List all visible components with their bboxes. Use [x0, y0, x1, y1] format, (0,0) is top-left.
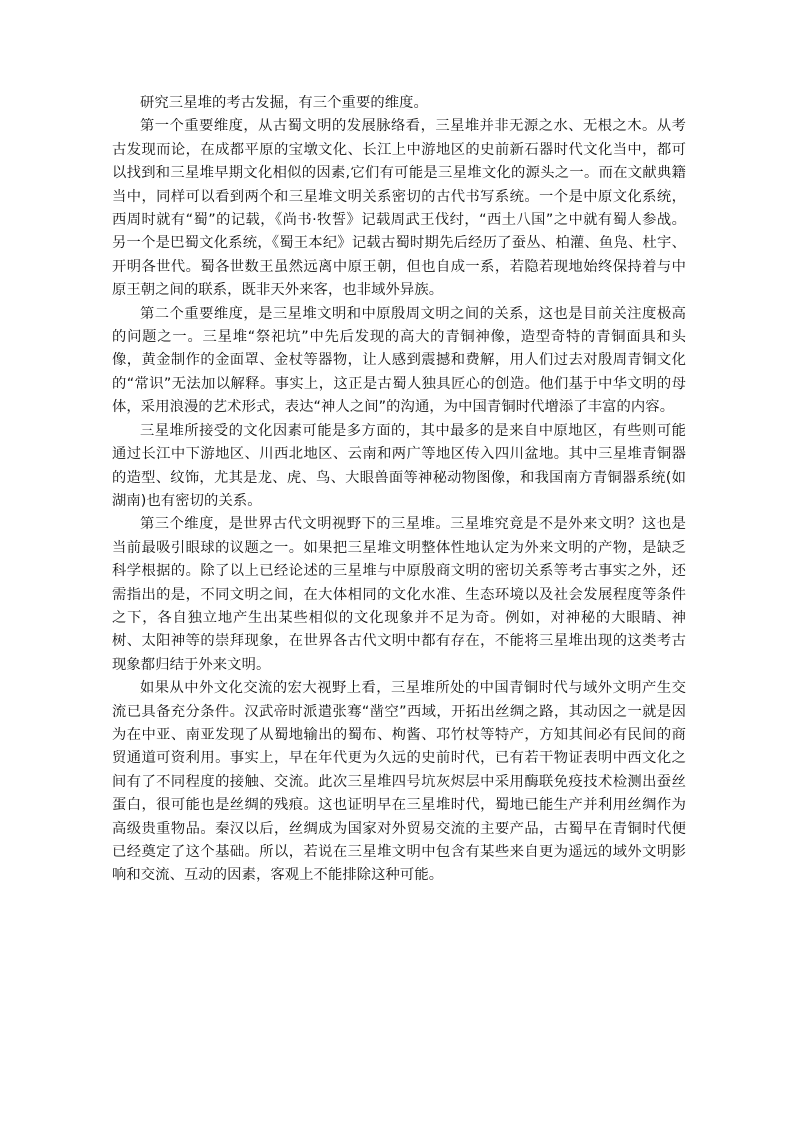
paragraph-cultural-exchange: 如果从中外文化交流的宏大视野上看，三星堆所处的中国青铜时代与域外文明产生交流已具备充分条件。汉武帝时派遣张骞“凿空”西域，开拓出丝绸之路，其动因之一就是因为在中亚、南亚发现了从蜀地输出的蜀布、枸酱、邛竹杖等特产，方知其间必有民间的商贸通道可资利用。事实上，早在年代更为久远的史前时代，已有若干物证表明中西文化之间有了不同程度的接触、交流。此次三星堆四号坑灰烬层中采用酶联免疫技术检测出蚕丝蛋白，很可能也是丝绸的残痕。这也证明早在三星堆时代，蜀地已能生产并利用丝绸作为高级贵重物品。秦汉以后，丝绸成为国家对外贸易交流的主要产品，古蜀早在青铜时代便已经奠定了这个基础。所以，若说在三星堆文明中包含有某些来自更为遥远的域外文明影响和交流、互动的因素，客观上不能排除这种可能。 — [112, 680, 686, 884]
paragraph-cultural-factors: 三星堆所接受的文化因素可能是多方面的，其中最多的是来自中原地区，有些则可能通过长江中下游地区、川西北地区、云南和两广等地区传入四川盆地。其中三星堆青铜器的造型、纹饰，尤其是龙、虎、鸟、大眼兽面等神秘动物图像，和我国南方青铜器系统(如湖南)也有密切的关系。 — [112, 422, 686, 509]
paragraph-first-dimension: 第一个重要维度，从古蜀文明的发展脉络看，三星堆并非无源之水、无根之木。从考古发现而论，在成都平原的宝墩文化、长江上中游地区的史前新石器时代文化当中，都可以找到和三星堆早期文化相似的因素,它们有可能是三星堆文化的源头之一。而在文献典籍当中，同样可以看到两个和三星堆文明关系密切的古代书写系统。一个是中原文化系统，西周时就有“蜀”的记载，《尚书·牧誓》记载周武王伐纣，“西土八国”之中就有蜀人参战。另一个是巴蜀文化系统，《蜀王本纪》记载古蜀时期先后经历了蚕丛、柏灌、鱼凫、杜宇、开明各世代。蜀各世数王虽然远离中原王朝，但也自成一系，若隐若现地始终保持着与中原王朝之间的联系，既非天外来客，也非域外异族。 — [112, 118, 686, 299]
paragraph-intro: 研究三星堆的考古发掘，有三个重要的维度。 — [140, 95, 428, 111]
document-page — [112, 92, 686, 888]
paragraph-second-dimension: 第二个重要维度，是三星堆文明和中原殷周文明之间的关系，这也是目前关注度极高的问题之一。三星堆“祭祀坑”中先后发现的高大的青铜神像，造型奇特的青铜面具和头像，黄金制作的金面罩、金杖等器物，让人感到震撼和费解，用人们过去对殷周青铜文化的“常识”无法加以解释。事实上，这正是古蜀人独具匠心的创造。他们基于中华文明的母体，采用浪漫的艺术形式，表达“神人之间”的沟通，为中国青铜时代增添了丰富的内容。 — [112, 305, 686, 416]
paragraph-third-dimension: 第三个维度，是世界古代文明视野下的三星堆。三星堆究竟是不是外来文明？这也是当前最吸引眼球的议题之一。如果把三星堆文明整体性地认定为外来文明的产物，是缺乏科学根据的。除了以上已经论述的三星堆与中原殷商文明的密切关系等考古事实之外，还需指出的是，不同文明之间，在大体相同的文化水准、生态环境以及社会发展程度等条件之下，各自独立地产生出某些相似的文化现象并不足为奇。例如，对神秘的大眼睛、神树、太阳神等的崇拜现象，在世界各古代文明中都有存在，不能将三星堆出现的这类考古现象都归结于外来文明。 — [112, 516, 686, 673]
